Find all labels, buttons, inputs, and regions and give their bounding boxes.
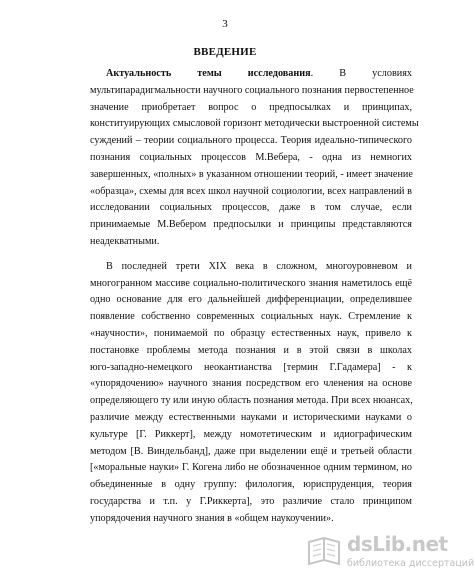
paragraph-2-line: объединенные в одну группу: филология, юриспруденция, теория (90, 479, 412, 491)
paragraph-2-line: различие между естественными науками и историческими науками о (90, 411, 412, 423)
paragraph-1-line: конституирующих смысловой горизонт методически выстроенной системы (90, 118, 419, 130)
paragraph-2-line: одно основание для его дальнейшей дифференциации, определившее (90, 294, 412, 306)
book-logo-icon (305, 532, 343, 570)
paragraph-1-line-1 (90, 66, 412, 83)
paragraph-2-line: постановке проблемы метода познания и в этой связи в школах (90, 344, 412, 356)
paragraph-2-line: «научности», понимаемой по образцу естественных наук, привело к (90, 327, 412, 339)
paragraph-2-line: методом [В. Виндельбанд], даже при выделении ещё и третьей области (90, 445, 412, 457)
page-number: 3 (222, 18, 228, 30)
paragraph-1-line: познания социальных процессов М.Вебера, - одна из немногих (90, 151, 412, 163)
watermark-title: dsLib.net (347, 532, 448, 556)
paragraph-2-line: «упорядочению» научного знания посредством его членения на основе (90, 378, 412, 390)
paragraph-1-line: завершенных, «полных» в указанном отношении теорий, - имеет значение (90, 168, 413, 180)
paragraph-2-line: государства и т.п. у Г.Риккерта], это различие стало принципом (90, 495, 412, 507)
paragraph-1-line: неадекватными. (90, 235, 160, 247)
paragraph-1-line: мультипарадигмальности научного социального познания первостепенное (90, 84, 414, 96)
topic-relevance-label: Актуальность темы исследования (106, 68, 311, 79)
paragraph-1-line: значение приобретает вопрос о предпосылках и принципах, (90, 101, 412, 113)
paragraph-1-line: исследовании социальных процессов, даже в том случае, если (90, 202, 412, 214)
paragraph-2-line: юго-западно-немецкого неокантианства [термин Г.Гадамера] - к (90, 361, 412, 373)
document-body (90, 66, 419, 528)
paragraph-2-line: многогранном массиве социально-политического знания наметилось ещё (90, 277, 412, 289)
paragraph-2-line: В последней трети XIX века в сложном, многоуровневом и (106, 260, 412, 272)
paragraph-2-line: [«моральные науки» Г. Когена либо не обозначенное одним термином, но (90, 462, 412, 474)
dslib-watermark (303, 530, 474, 574)
paragraph-1-line: «образца», схемы для всех школ научной социологии, всех направлений в (90, 185, 412, 197)
paragraph-2-line: культуре [Г. Риккерт], между номотетическим и идиографическим (90, 428, 412, 440)
paragraph-1-line: суждений – теории социального процесса. Теория идеально-типического (90, 135, 412, 147)
section-heading: ВВЕДЕНИЕ (193, 46, 257, 58)
paragraph-1-line: принимаемые М.Вебером предпосылки и принципы представляются (90, 219, 412, 231)
paragraph-1-line-1-rest: . В условиях (310, 68, 412, 79)
paragraph-2-line: упорядочения научного знания в «общем наукоучении». (90, 512, 334, 524)
paragraph-2-line: появление собственно современных социальных наук. Стремление к (90, 311, 412, 323)
watermark-subtitle: библиотека диссертаций (347, 558, 474, 569)
paragraph-2-line: определяющего ту или иную область познания метода. При всех нюансах, (90, 395, 413, 407)
